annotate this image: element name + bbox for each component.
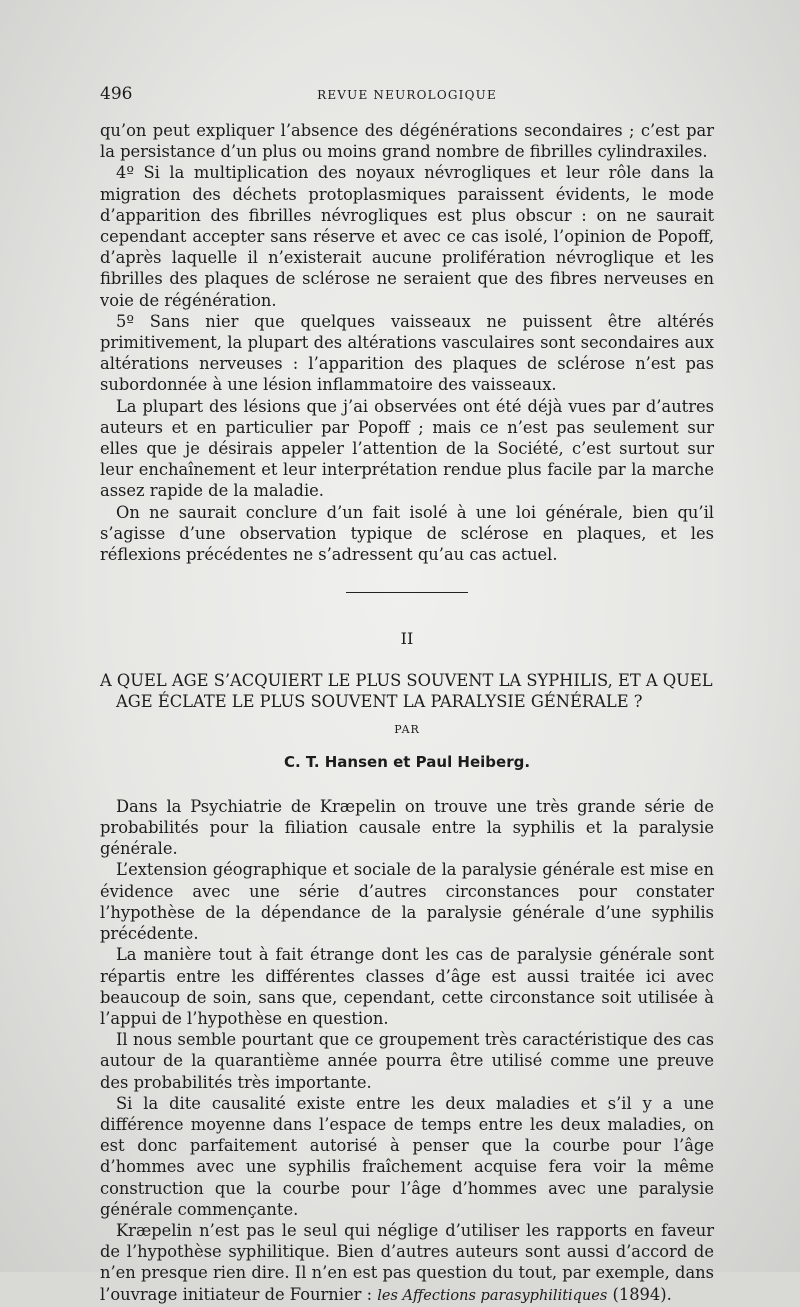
paragraph: qu’on peut expliquer l’absence des dégénérations secondaires ; c’est par la persistance d’un plus ou moins grand nombre de fibrilles cylindraxiles. (100, 121, 714, 162)
paragraph: 4º Si la multiplication des noyaux névrogliques et leur rôle dans la migration des déchets protoplasmiques paraissent évidents, le mode d’apparition des fibrilles névrogliques est plus obscur : on ne saurait cependant accepter sans réserve et avec ce cas isolé, l’opinion de Popoff, d’après laquelle il n’existerait aucune prolifération névroglique et les fibrilles des plaques de sclérose ne seraient que des fibres nerveuses en voie de régénération. (100, 163, 714, 310)
paragraph-end: (1894). (607, 1284, 672, 1304)
article-authors: C. T. Hansen et Paul Heiberg. (283, 752, 531, 771)
paragraph: Il nous semble pourtant que ce groupement très caractéristique des cas autour de la quarantième année pourra être utilisé comme une preuve des probabilités très importante. (100, 1030, 714, 1092)
paragraph: On ne saurait conclure d’un fait isolé à une loi générale, bien qu’il s’agisse d’une observation typique de sclérose en plaques, et les réflexions précédentes ne s’adressent qu’au cas actuel. (100, 502, 714, 565)
paragraph: Si la dite causalité existe entre les deux maladies et s’il y a une différence moyenne dans l’espace de temps entre les deux maladies, on est donc parfaitement autorisé à penser que la courbe pour l’âge d’hommes avec une syphilis fraîchement acquise fera voir la même construction que la courbe pour l’âge d’hommes avec une paralysie générale commençante. (100, 1093, 714, 1219)
paragraph: La plupart des lésions que j’ai observées ont été déjà vues par d’autres auteurs et en particulier par Popoff ; mais ce n’est pas seulement sur elles que je désirais appeler l’attention de la Société, c’est surtout sur leur enchaînement et leur interprétation rendue plus facile par la marche assez rapide de la maladie. (100, 396, 714, 501)
text-body (100, 120, 714, 1307)
paragraph-last (100, 1220, 714, 1307)
cited-work-title: les Affections parasyphilitiques (377, 1287, 608, 1304)
section-number: II (400, 629, 414, 649)
page-header (100, 84, 714, 108)
running-title: REVUE NEUROLOGIQUE (317, 88, 497, 102)
paragraph: Dans la Psychiatrie de Kræpelin on trouve une très grande série de probabilités pour la filiation causale entre la syphilis et la paralysie générale. (100, 796, 714, 859)
paragraph: 5º Sans nier que quelques vaisseaux ne puissent être altérés primitivement, la plupart des altérations vasculaires sont secondaires aux altérations nerveuses : l’apparition des plaques de sclérose n’est pas subordonnée à une lésion inflammatoire des vaisseaux. (100, 311, 714, 395)
article-body (100, 796, 714, 1307)
article-title: A QUEL AGE S’ACQUIERT LE PLUS SOUVENT LA SYPHILIS, ET A QUEL AGE ÉCLATE LE PLUS SOUVENT LA PARALYSIE GÉNÉRALE ? (100, 671, 713, 712)
paragraph-text: Kræpelin n’est pas le seul qui néglige d’utiliser les rapports en faveur de l’hypothèse syphilitique. Bien d’autres auteurs sont aussi d’accord de n’en presque rien dire. Il n’en est pas question du tout, par exemple, dans l’ouvrage initiateur de Fournier : (100, 1220, 714, 1304)
byline-label: PAR (394, 723, 420, 737)
paragraph: La manière tout à fait étrange dont les cas de paralysie générale sont répartis entre les différentes classes d’âge est aussi traitée ici avec beaucoup de soin, sans que, cependant, cette circonstance soit utilisée à l’appui de l’hypothèse en question. (100, 945, 714, 1028)
section-divider (346, 592, 468, 593)
page-number: 496 (100, 84, 133, 104)
paragraph: L’extension géographique et sociale de la paralysie générale est mise en évidence avec une série d’autres circonstances pour constater l’hypothèse de la dépendance de la paralysie générale d’une syphilis précédente. (100, 860, 714, 944)
